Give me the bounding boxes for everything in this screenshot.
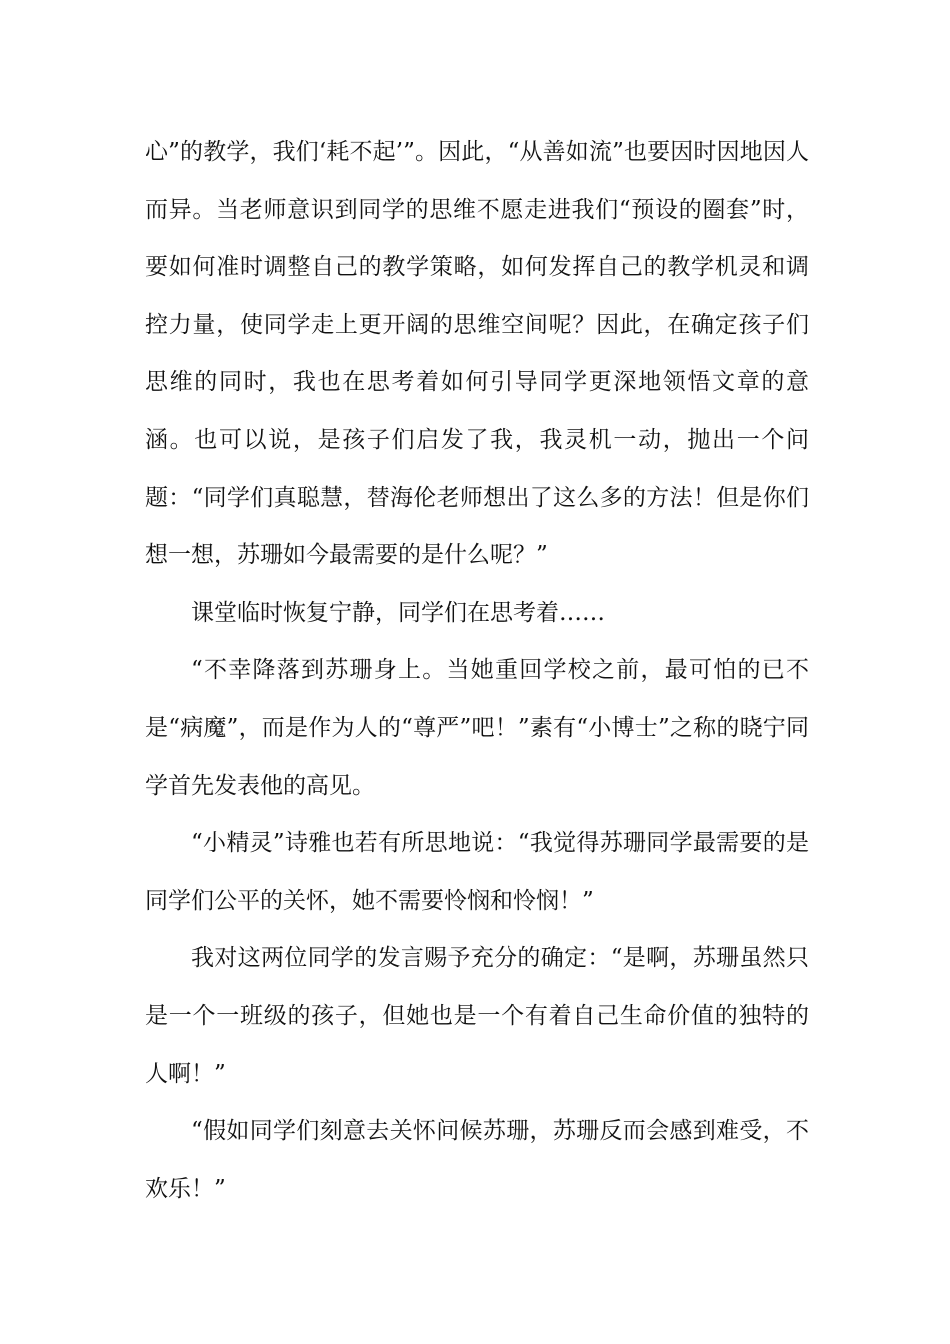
paragraph-4: “小精灵”诗雅也若有所思地说：“我觉得苏珊同学最需要的是同学们公平的关怀，她不需要怜悯和怜悯！” xyxy=(145,830,809,914)
paragraph-1: 心”的教学，我们‘耗不起’”。因此，“从善如流”也要因时因地因人而异。当老师意识到同学的思维不愿走进我们“预设的圈套”时，要如何准时调整自己的教学策略，如何发挥自己的教学机灵和调控力量，使同学走上更开阔的思维空间呢？因此，在确定孩子们思维的同时，我也在思考着如何引导同学更深地领悟文章的意涵。也可以说，是孩子们启发了我，我灵机一动，抛出一个问题：“同学们真聪慧，替海伦老师想出了这么多的方法！但是你们想一想，苏珊如今最需要的是什么呢？” xyxy=(145,139,809,569)
paragraph-2: 课堂临时恢复宁静，同学们在思考着…… xyxy=(191,599,605,626)
paragraph-6: “假如同学们刻意去关怀问候苏珊，苏珊反而会感到难受，不欢乐！” xyxy=(145,1118,809,1202)
paragraph-3: “不幸降落到苏珊身上。当她重回学校之前，最可怕的已不是“病魔”，而是作为人的“尊严”吧！”素有“小博士”之称的晓宁同学首先发表他的高见。 xyxy=(145,657,809,799)
body-text xyxy=(145,124,809,1218)
paragraph-5: 我对这两位同学的发言赐予充分的确定：“是啊，苏珊虽然只是一个一班级的孩子，但她也是一个有着自己生命价值的独特的人啊！” xyxy=(145,945,809,1087)
